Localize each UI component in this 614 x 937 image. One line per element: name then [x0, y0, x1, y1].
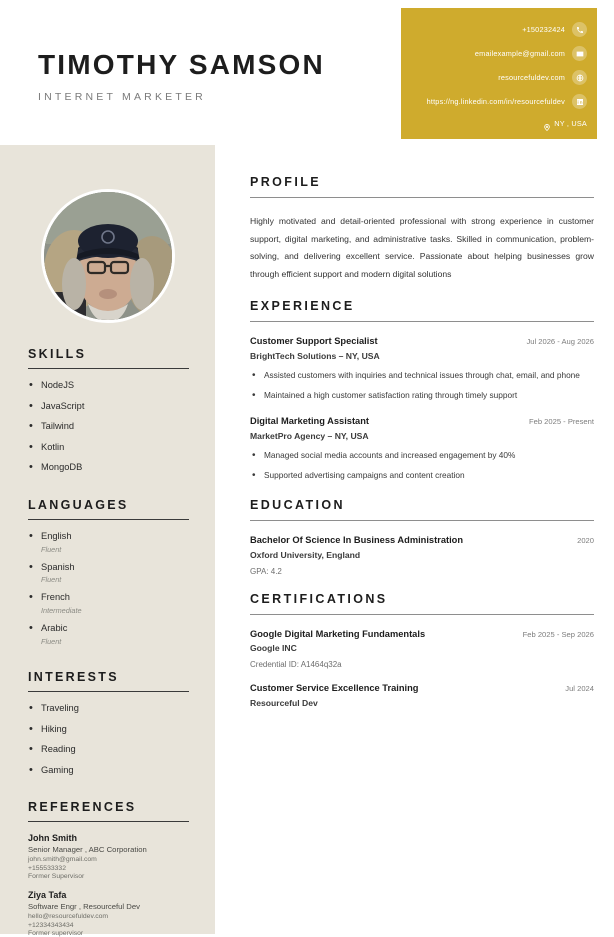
interest-label: Hiking — [41, 723, 67, 734]
languages-list — [28, 531, 189, 646]
contact-card — [401, 8, 597, 139]
avatar-container — [0, 145, 215, 323]
languages-divider — [28, 519, 189, 520]
language-name: French — [41, 592, 70, 603]
experience-bullets — [250, 449, 594, 482]
experience-role: Digital Marketing Assistant — [250, 416, 369, 427]
certification-date: Feb 2025 - Sep 2026 — [522, 629, 594, 639]
list-item — [28, 562, 189, 585]
list-item — [28, 765, 189, 777]
language-level: Fluent — [41, 544, 62, 554]
bullet-text: Supported advertising campaigns and content creation — [264, 469, 465, 480]
education-date: 2020 — [577, 535, 594, 545]
contact-row-phone[interactable] — [409, 22, 587, 37]
reference-email[interactable]: john.smith@gmail.com — [28, 856, 97, 864]
skill-label: Tailwind — [41, 421, 75, 432]
contact-phone-text: +150232424 — [522, 25, 565, 34]
education-entry-head — [250, 535, 594, 547]
section-experience — [250, 299, 594, 481]
job-title: INTERNET MARKETER — [38, 90, 206, 103]
experience-company: BrightTech Solutions – NY, USA — [250, 351, 380, 362]
experience-date: Jul 2026 - Aug 2026 — [526, 337, 594, 347]
language-level: Fluent — [41, 636, 62, 646]
experience-date: Feb 2025 - Present — [528, 417, 594, 427]
full-name: TIMOTHY SAMSON — [38, 49, 325, 80]
bullet-text: Maintained a high customer satisfaction rating through timely support — [264, 390, 518, 401]
certification-name: Google Digital Marketing Fundamentals — [250, 628, 426, 639]
sidebar — [0, 145, 215, 937]
interests-list — [28, 703, 189, 776]
education-degree: Bachelor Of Science In Business Administration — [250, 534, 464, 545]
section-profile — [250, 175, 594, 283]
reference-phone: +155533332 — [28, 864, 66, 872]
reference-name: Ziya Tafa — [28, 890, 67, 901]
skill-label: MongoDB — [41, 462, 83, 473]
education-entry — [250, 535, 594, 576]
phone-icon — [572, 22, 587, 37]
experience-company: MarketPro Agency – NY, USA — [250, 430, 369, 441]
profile-text: Highly motivated and detail-oriented professional with strong experience in customer support, digital marketing, and administrative tasks. Skilled in communication, problem-solving, and delivering excellent service. Passionate about helping businesses grow through efficient support and modern digital solutions — [250, 216, 594, 279]
experience-bullets — [250, 369, 594, 402]
experience-title: EXPERIENCE — [250, 299, 355, 314]
list-item — [28, 401, 189, 413]
resume-body — [0, 145, 614, 937]
list-item — [250, 449, 594, 462]
resume-header — [0, 0, 614, 145]
interests-divider — [28, 691, 189, 692]
skills-list — [28, 380, 189, 474]
bullet-text: Assisted customers with inquiries and technical issues through chat, email, and phone — [264, 370, 580, 381]
education-gpa: GPA: 4.2 — [250, 566, 282, 576]
interests-title: INTERESTS — [28, 669, 119, 684]
reference-role: Software Engr , Resourceful Dev — [28, 902, 140, 912]
list-item — [28, 744, 189, 756]
list-item — [28, 623, 189, 646]
reference-name: John Smith — [28, 833, 77, 844]
education-school: Oxford University, England — [250, 549, 361, 560]
language-name: Arabic — [41, 623, 68, 634]
language-level: Fluent — [41, 575, 62, 585]
certification-issuer: Resourceful Dev — [250, 698, 318, 709]
email-icon — [572, 46, 587, 61]
list-item — [28, 462, 189, 474]
contact-row-website[interactable] — [409, 70, 587, 85]
skill-label: JavaScript — [41, 400, 85, 411]
education-divider — [250, 520, 594, 521]
skill-label: NodeJS — [41, 380, 75, 390]
avatar-photo — [44, 192, 172, 320]
list-item — [250, 469, 594, 482]
contact-linkedin-text: https://ng.linkedin.com/in/resourcefuldev — [426, 97, 565, 106]
certifications-title: CERTIFICATIONS — [250, 591, 388, 606]
reference-phone: +12334343434 — [28, 921, 74, 929]
linkedin-icon — [572, 94, 587, 109]
skills-divider — [28, 368, 189, 369]
list-item — [28, 724, 189, 736]
certification-name: Customer Service Excellence Training — [250, 683, 419, 694]
experience-entry-head — [250, 416, 594, 428]
list-item — [28, 380, 189, 392]
reference-item — [28, 890, 189, 937]
section-education — [250, 498, 594, 576]
experience-divider — [250, 321, 594, 322]
list-item — [250, 369, 594, 382]
certification-entry-head — [250, 683, 594, 695]
certifications-divider — [250, 614, 594, 615]
contact-location-text: NY , USA — [554, 119, 587, 128]
profile-divider — [250, 197, 594, 198]
location-pin-icon — [543, 119, 551, 128]
contact-row-email[interactable] — [409, 46, 587, 61]
interest-label: Traveling — [41, 702, 79, 713]
sidebar-section-skills — [28, 347, 189, 474]
language-name: English — [41, 531, 72, 542]
profile-title: PROFILE — [250, 175, 321, 189]
sidebar-section-languages — [28, 498, 189, 646]
reference-relation: Former supervisor — [28, 930, 84, 937]
experience-entry-head — [250, 336, 594, 348]
avatar — [41, 189, 175, 323]
list-item — [28, 442, 189, 454]
experience-role: Customer Support Specialist — [250, 336, 378, 347]
name-block — [38, 50, 325, 103]
sidebar-sections — [0, 347, 215, 937]
reference-relation: Former Supervisor — [28, 873, 85, 881]
education-title: EDUCATION — [250, 497, 345, 512]
experience-entry — [250, 336, 594, 402]
list-item — [250, 389, 594, 402]
experience-entry — [250, 416, 594, 482]
languages-title: LANGUAGES — [28, 498, 129, 513]
references-divider — [28, 821, 189, 822]
references-title: REFERENCES — [28, 800, 137, 815]
skills-title: SKILLS — [28, 347, 87, 361]
skill-label: Kotlin — [41, 441, 65, 452]
list-item — [28, 421, 189, 433]
reference-email[interactable]: hello@resourcefuldev.com — [28, 913, 109, 921]
contact-website-text: resourcefuldev.com — [498, 73, 565, 82]
main-content — [215, 145, 614, 934]
list-item — [28, 592, 189, 615]
certification-entry-head — [250, 629, 594, 641]
certification-entry — [250, 683, 594, 708]
reference-role: Senior Manager , ABC Corporation — [28, 845, 147, 855]
certification-entry — [250, 629, 594, 670]
interest-label: Reading — [41, 744, 76, 755]
contact-row-location — [409, 119, 587, 128]
interest-label: Gaming — [41, 764, 74, 775]
list-item — [28, 531, 189, 554]
certification-credential-id: Credential ID: A1464q32a — [250, 660, 342, 670]
bullet-text: Managed social media accounts and increased engagement by 40% — [264, 449, 516, 460]
certification-date: Jul 2024 — [565, 684, 594, 694]
reference-item — [28, 833, 189, 880]
certification-issuer: Google INC — [250, 643, 297, 654]
language-level: Intermediate — [41, 606, 82, 616]
sidebar-section-interests — [28, 670, 189, 776]
language-name: Spanish — [41, 561, 75, 572]
list-item — [28, 703, 189, 715]
section-certifications — [250, 592, 594, 709]
globe-icon — [572, 70, 587, 85]
sidebar-section-references — [28, 800, 189, 937]
contact-email-text: emailexample@gmail.com — [474, 49, 565, 58]
contact-row-linkedin[interactable] — [409, 94, 587, 109]
